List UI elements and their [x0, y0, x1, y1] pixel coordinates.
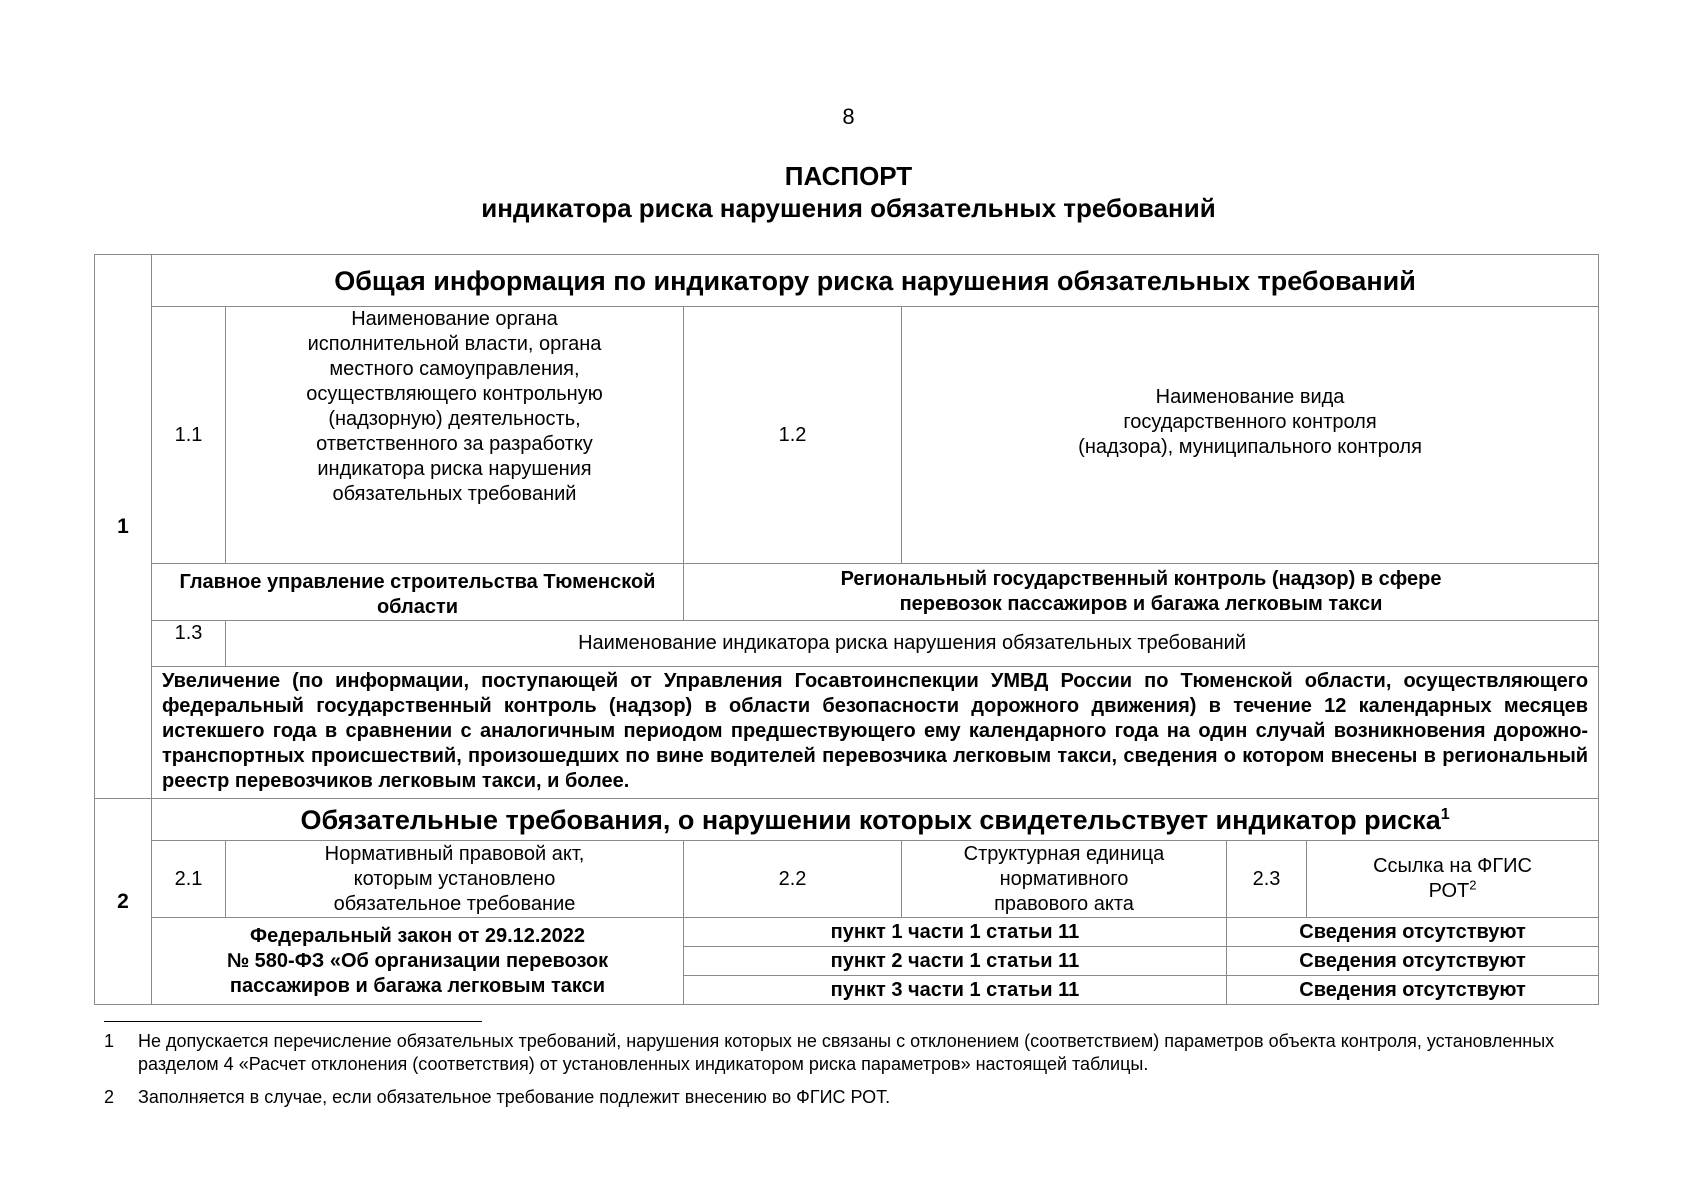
item-1-3-value: Увеличение (по информации, поступающей от Управления Госавтоинспекции УМВД России по Тюменской области, осуществляющего федеральный государственный контроль (надзор) в области безопасности дорожного движения) в течение 12 календарных месяцев истекшего года в сравнении с аналогичным периодом предшествующего ему календарного года на один случай возникновения дорожно-транспортных происшествий, произошедших по вине водителей перевозчика легковым такси, сведения о котором внесены в региональный реестр перевозчиков легковым такси, и более.	[152, 667, 1599, 799]
item-1-2-label	[902, 307, 1599, 564]
item-1-2-label-line: (надзора), муниципального контроля	[1078, 436, 1422, 458]
footnote-text: Заполняется в случае, если обязательное требование подлежит внесению во ФГИС РОТ.	[138, 1087, 891, 1107]
footnote-ref-1: 1	[1440, 805, 1450, 823]
footnote-ref-2: 2	[1469, 877, 1477, 893]
item-1-1-label-line: исполнительной власти, органа	[307, 333, 602, 355]
table-row-unit: пункт 1 части 1 статьи 11	[684, 918, 1227, 947]
col-2-1-label-line: Нормативный правовой акт,	[324, 842, 585, 865]
title-line-1: ПАСПОРТ	[784, 161, 913, 191]
act-line: пассажиров и багажа легковым такси	[229, 974, 606, 997]
item-1-2-number: 1.2	[684, 307, 902, 564]
item-1-2-value-line: перевозок пассажиров и багажа легковым такси	[899, 593, 1383, 615]
table-row-link: Сведения отсутствуют	[1227, 918, 1599, 947]
act-line: № 580-ФЗ «Об организации перевозок	[226, 949, 609, 972]
act-cell	[152, 918, 684, 1005]
col-2-2-label	[902, 841, 1227, 918]
table-row-link: Сведения отсутствуют	[1227, 947, 1599, 976]
document-title	[0, 160, 1697, 224]
item-1-1-label-line: Наименование органа	[351, 308, 558, 330]
section-1-number: 1	[95, 255, 152, 799]
item-1-2-value	[684, 564, 1599, 621]
col-2-1-number: 2.1	[152, 841, 226, 918]
col-2-1-label	[226, 841, 684, 918]
section-2-header-text: Обязательные требования, о нарушении которых свидетельствует индикатор риска	[300, 804, 1441, 835]
item-1-3-number: 1.3	[152, 621, 226, 667]
item-1-1-label-line: ответственного за разработку	[316, 433, 593, 455]
col-2-3-label-line: Ссылка на ФГИС	[1373, 855, 1532, 877]
item-1-1-label-line: обязательных требований	[332, 483, 577, 505]
col-2-3-label-line: РОТ$^2$	[1428, 877, 1477, 902]
item-1-1-label-line: индикатора риска нарушения	[317, 458, 592, 480]
item-1-2-label-line: государственного контроля	[1123, 411, 1377, 433]
item-1-1-label-line: осуществляющего контрольную	[306, 383, 603, 405]
section-2-number: 2	[95, 799, 152, 1005]
item-1-1-value: Главное управление строительства Тюменской области	[152, 564, 684, 621]
footnote-item	[104, 1086, 1604, 1109]
table-row-unit: пункт 2 части 1 статьи 11	[684, 947, 1227, 976]
col-2-2-label-line: правового акта	[994, 892, 1134, 915]
page-number: 8	[842, 104, 855, 129]
col-2-2-label-line: Структурная единица нормативного	[963, 842, 1165, 890]
table-row-unit: пункт 3 части 1 статьи 11	[684, 976, 1227, 1005]
act-line: Федеральный закон от 29.12.2022	[250, 924, 585, 947]
title-line-2: индикатора риска нарушения обязательных требований	[481, 193, 1216, 223]
item-1-1-label	[226, 307, 684, 564]
item-1-3-label: Наименование индикатора риска нарушения обязательных требований	[226, 621, 1599, 667]
footnote-item	[104, 1030, 1604, 1076]
col-2-2-number: 2.2	[684, 841, 902, 918]
footnote-number: 2	[104, 1087, 115, 1107]
item-1-1-label-line: (надзорную) деятельность,	[328, 408, 581, 430]
passport-table	[94, 254, 1599, 1005]
item-1-2-value-line: Региональный государственный контроль (надзор) в сфере	[840, 568, 1442, 590]
col-2-1-label-line: обязательное требование	[333, 892, 576, 915]
section-1-header: Общая информация по индикатору риска нарушения обязательных требований	[152, 255, 1599, 307]
col-2-3-number: 2.3	[1227, 841, 1307, 918]
item-1-1-label-line: местного самоуправления,	[329, 358, 580, 380]
section-2-header	[152, 799, 1599, 841]
col-2-3-label	[1307, 841, 1599, 918]
footnotes	[104, 1030, 1604, 1119]
item-1-2-label-line: Наименование вида	[1155, 386, 1345, 408]
item-1-1-number: 1.1	[152, 307, 226, 564]
table-row-link: Сведения отсутствуют	[1227, 976, 1599, 1005]
footnote-number: 1	[104, 1031, 115, 1051]
footnote-separator	[104, 1021, 482, 1022]
footnote-text: Не допускается перечисление обязательных требований, нарушения которых не связаны с отклонением (соответствием) параметров объекта контроля, установленных разделом 4 «Расчет отклонения (соответствия) от установленных индикатором риска параметров» настоящей таблицы.	[138, 1031, 1555, 1074]
col-2-1-label-line: которым установлено	[353, 867, 556, 890]
